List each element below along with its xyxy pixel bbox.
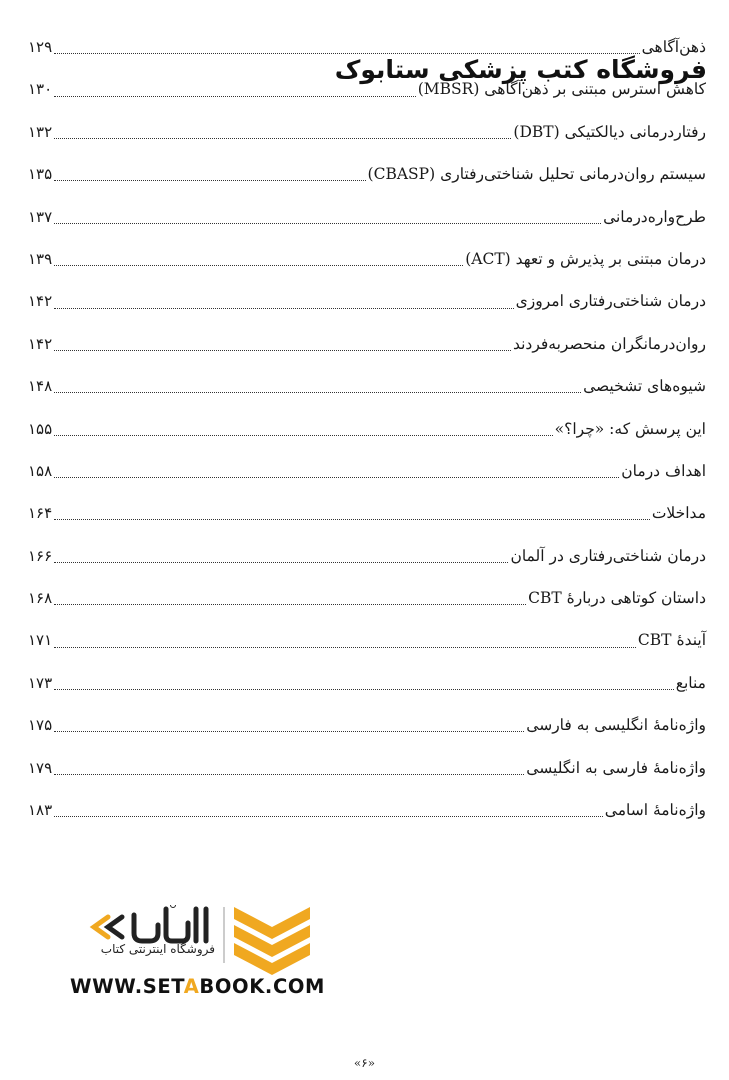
toc-entry-page: ۱۳۹: [28, 249, 53, 268]
toc-entry: [28, 662, 706, 704]
toc-entry-title: منابع: [675, 673, 706, 692]
toc-entry-title: آیندهٔ CBT: [637, 631, 706, 650]
toc-entry-title: واژه‌نامهٔ انگلیسی به فارسی: [526, 716, 706, 735]
toc-dot-leader: [54, 52, 639, 54]
logo-tagline: فروشگاه اینترنتی کتاب: [100, 942, 215, 956]
toc-entry-page: ۱۲۹: [28, 38, 53, 56]
toc-entry-page: ۱۷۹: [28, 758, 53, 777]
toc-entry: [28, 535, 706, 577]
toc-dot-leader: [54, 222, 601, 224]
toc-dot-leader: [54, 349, 511, 351]
toc-entry: [28, 747, 706, 789]
toc-dot-leader: [54, 646, 636, 648]
toc-entry-page: ۱۳۰: [28, 80, 53, 99]
toc-entry-title: داستان کوتاهی دربارهٔ CBT: [528, 589, 706, 608]
store-watermark: فروشگاه کتب پزشکی ستابوک: [334, 55, 707, 84]
toc-entry: [28, 789, 706, 831]
toc-dot-leader: [54, 264, 463, 266]
toc-dot-leader: [54, 434, 552, 436]
toc-entry-page: ۱۷۳: [28, 673, 53, 692]
toc-entry: [28, 323, 706, 365]
toc-dot-leader: [54, 603, 526, 605]
toc-entry-title: ذهن‌آگاهی: [641, 38, 706, 56]
toc-entry-page: ۱۶۶: [28, 546, 53, 565]
toc-entry: [28, 704, 706, 746]
toc-entry: [28, 111, 706, 153]
toc-entry: [28, 238, 706, 280]
toc-entry: [28, 26, 706, 68]
toc-entry: [28, 619, 706, 661]
toc-entry: [28, 450, 706, 492]
toc-entry: [28, 68, 706, 110]
toc-entry-title: واژه‌نامهٔ اسامی: [604, 801, 706, 820]
toc-entry-title: کاهش استرس مبتنی بر ذهن‌آگاهی (MBSR): [417, 80, 706, 99]
logo-url: [70, 975, 325, 998]
toc-entry-page: ۱۶۴: [28, 504, 53, 523]
toc-entry-page: ۱۴۸: [28, 377, 53, 396]
toc-entry-title: این پرسش که: «چرا؟»: [554, 419, 706, 438]
chevron-logo-icon: [234, 907, 310, 975]
toc-entry-title: درمان شناختی‌رفتاری امروزی: [515, 292, 706, 311]
toc-entry-title: درمان مبتنی بر پذیرش و تعهد (ACT): [465, 249, 706, 268]
toc-entry: [28, 492, 706, 534]
toc-dot-leader: [54, 688, 674, 690]
toc-entry-page: ۱۶۸: [28, 589, 53, 608]
toc-dot-leader: [54, 307, 513, 309]
toc-entry: [28, 153, 706, 195]
setabook-wordmark-icon: [94, 905, 206, 941]
logo-url-prefix: WWW.SET: [70, 975, 184, 998]
toc-entry-page: ۱۸۳: [28, 801, 53, 820]
toc-entry: [28, 196, 706, 238]
toc-dot-leader: [54, 815, 603, 817]
toc-dot-leader: [54, 391, 581, 393]
toc-entry: [28, 280, 706, 322]
toc-entry-page: ۱۳۷: [28, 207, 53, 226]
toc-entry-page: ۱۵۸: [28, 461, 53, 480]
page-number: «۶»: [353, 1056, 376, 1070]
toc-entry-title: واژه‌نامهٔ فارسی به انگلیسی: [526, 758, 706, 777]
toc-entry-title: اهداف درمان: [621, 461, 706, 480]
toc-entry-title: مداخلات: [651, 504, 706, 523]
toc-entry-title: درمان شناختی‌رفتاری در آلمان: [510, 546, 706, 565]
toc-entry: [28, 577, 706, 619]
toc-entry-page: ۱۵۵: [28, 419, 53, 438]
toc-dot-leader: [54, 730, 524, 732]
toc-entry: [28, 408, 706, 450]
toc-entry-page: ۱۳۲: [28, 122, 53, 141]
toc-dot-leader: [54, 476, 619, 478]
toc-entry: [28, 365, 706, 407]
toc-dot-leader: [54, 95, 416, 97]
toc-dot-leader: [54, 561, 508, 563]
toc-dot-leader: [54, 137, 511, 139]
toc-entry-title: طرح‌واره‌درمانی: [603, 207, 706, 226]
toc-entry-page: ۱۴۲: [28, 334, 53, 353]
toc-entry-page: ۱۴۲: [28, 292, 53, 311]
logo-url-highlight: A: [183, 975, 200, 998]
toc-entry-title: رفتاردرمانی دیالکتیکی (DBT): [513, 122, 706, 141]
toc-entry-title: روان‌درمانگران منحصربه‌فردند: [512, 334, 706, 353]
logo-url-suffix: BOOK.COM: [199, 975, 326, 998]
toc-dot-leader: [54, 773, 524, 775]
toc-entry-page: ۱۷۱: [28, 631, 53, 650]
toc-entry-page: ۱۷۵: [28, 716, 53, 735]
toc-entry-title: شیوه‌های تشخیصی: [583, 377, 706, 396]
table-of-contents: [28, 26, 706, 831]
toc-entry-title: سیستم روان‌درمانی تحلیل شناختی‌رفتاری (CBASP): [367, 165, 706, 184]
toc-entry-page: ۱۳۵: [28, 165, 53, 184]
toc-dot-leader: [54, 518, 650, 520]
toc-dot-leader: [54, 179, 365, 181]
